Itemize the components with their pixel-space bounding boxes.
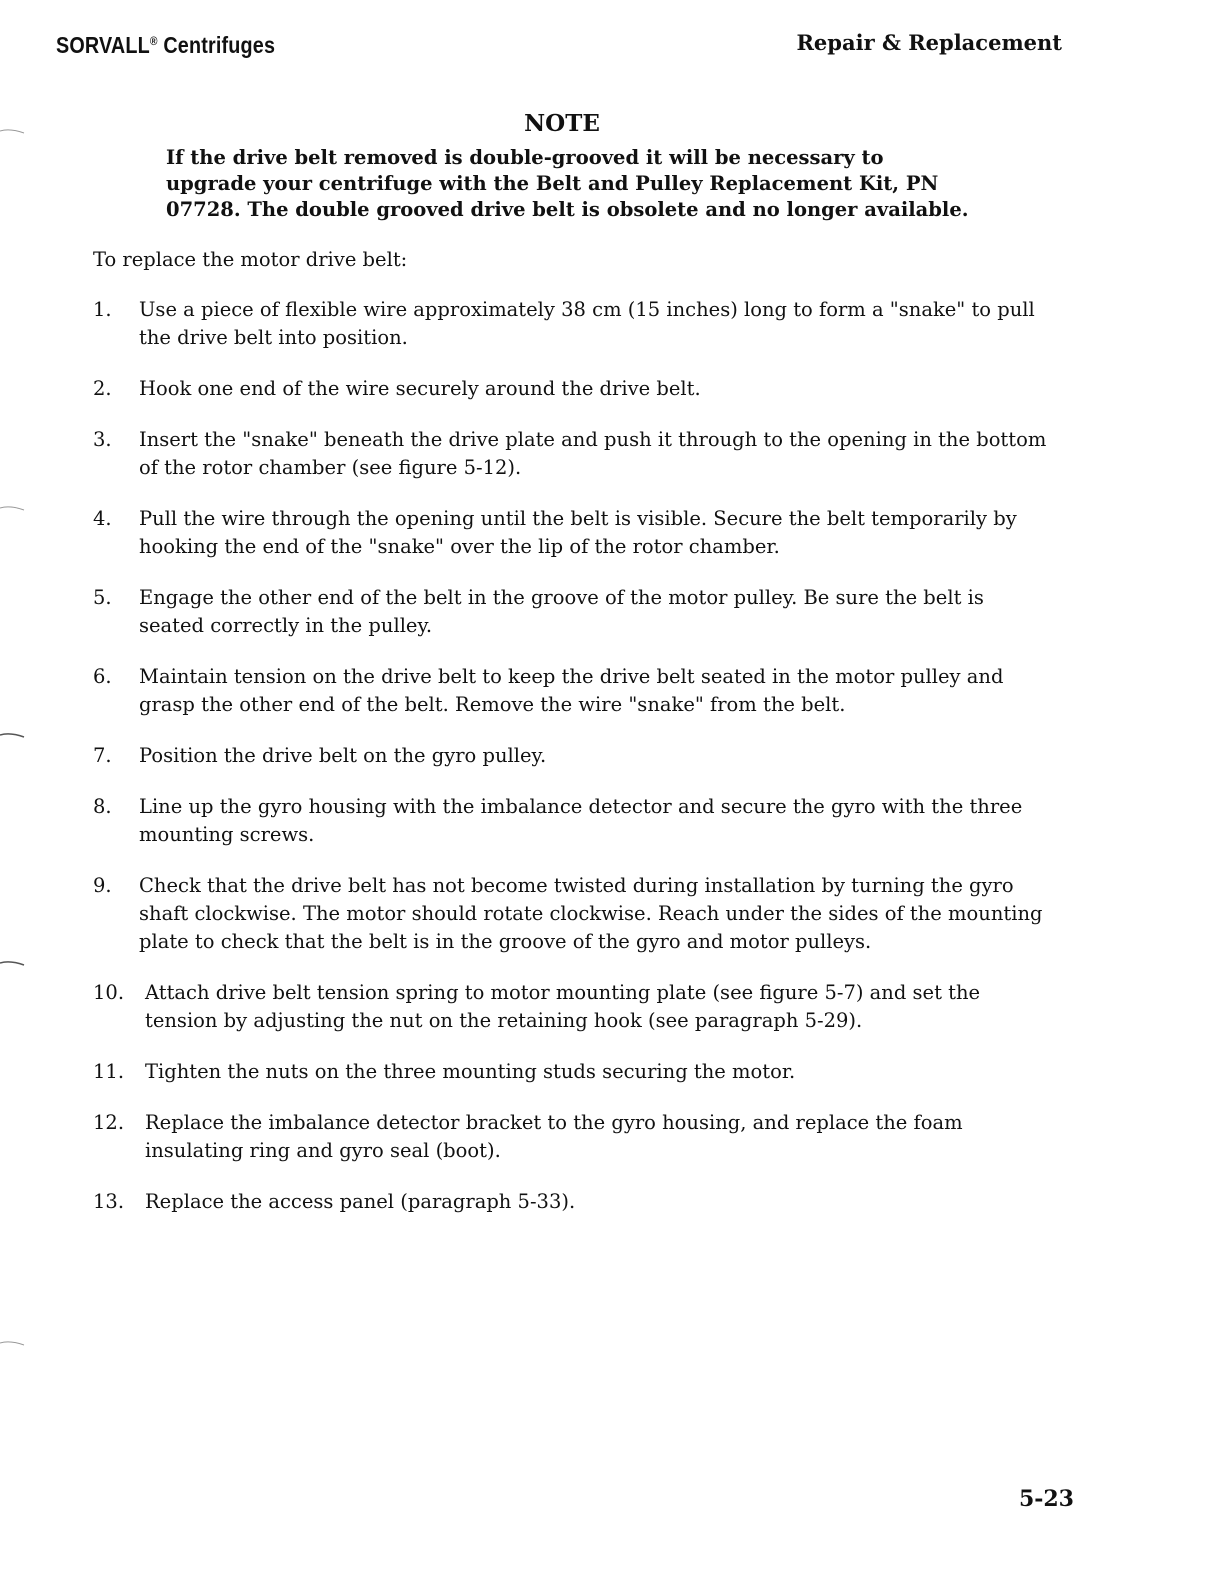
step-number: 5. xyxy=(93,586,112,609)
step-text: Tighten the nuts on the three mounting studs securing the motor. xyxy=(145,1060,796,1083)
step-text: Check that the drive belt has not become twisted during installation by turning the gyro shaft clockwise. The motor should rotate clockwise. Reach under the sides of the mounting plate to check that the belt is in the groove of the gyro and motor pulleys. xyxy=(139,874,1043,953)
list-item xyxy=(93,742,1053,770)
step-number: 13. xyxy=(93,1190,125,1213)
step-number: 12. xyxy=(93,1111,125,1134)
page-number: 5-23 xyxy=(1018,1486,1074,1512)
step-number: 11. xyxy=(93,1060,125,1083)
step-text: Replace the access panel (paragraph 5-33). xyxy=(145,1190,576,1213)
header-brand xyxy=(56,32,275,59)
list-item xyxy=(93,872,1053,956)
list-item xyxy=(93,1058,1053,1086)
binding-hole-mark xyxy=(0,128,26,134)
brand-suffix: Centrifuges xyxy=(157,32,276,58)
intro-text: To replace the motor drive belt: xyxy=(93,248,408,271)
step-list xyxy=(93,296,1053,1239)
step-number: 9. xyxy=(93,874,112,897)
step-text: Replace the imbalance detector bracket to the gyro housing, and replace the foam insulating ring and gyro seal (boot). xyxy=(145,1111,963,1162)
list-item xyxy=(93,1109,1053,1165)
list-item xyxy=(93,979,1053,1035)
binding-hole-mark xyxy=(0,732,26,738)
step-text: Line up the gyro housing with the imbalance detector and secure the gyro with the three mounting screws. xyxy=(139,795,1023,846)
list-item xyxy=(93,375,1053,403)
step-number: 4. xyxy=(93,507,112,530)
step-text: Attach drive belt tension spring to motor mounting plate (see figure 5-7) and set the tension by adjusting the nut on the retaining hook (see paragraph 5-29). xyxy=(145,981,981,1032)
binding-hole-mark xyxy=(0,1340,26,1346)
list-item xyxy=(93,584,1053,640)
list-item xyxy=(93,426,1053,482)
step-text: Engage the other end of the belt in the groove of the motor pulley. Be sure the belt is seated correctly in the pulley. xyxy=(139,586,984,637)
list-item xyxy=(93,296,1053,352)
list-item xyxy=(93,505,1053,561)
header-section: Repair & Replacement xyxy=(796,30,1062,55)
note-title: NOTE xyxy=(524,110,600,137)
list-item xyxy=(93,793,1053,849)
step-text: Position the drive belt on the gyro pulley. xyxy=(139,744,547,767)
step-number: 10. xyxy=(93,981,125,1004)
step-number: 6. xyxy=(93,665,112,688)
brand-name: SORVALL xyxy=(56,32,150,58)
step-text: Pull the wire through the opening until the belt is visible. Secure the belt temporarily by hooking the end of the "snake" over the lip of the rotor chamber. xyxy=(139,507,1017,558)
registered-mark: ® xyxy=(149,34,158,48)
step-number: 3. xyxy=(93,428,112,451)
step-number: 7. xyxy=(93,744,112,767)
step-number: 8. xyxy=(93,795,112,818)
step-text: Insert the "snake" beneath the drive plate and push it through to the opening in the bottom of the rotor chamber (see figure 5-12). xyxy=(139,428,1047,479)
step-text: Hook one end of the wire securely around the drive belt. xyxy=(139,377,701,400)
list-item xyxy=(93,663,1053,719)
list-item xyxy=(93,1188,1053,1216)
step-text: Maintain tension on the drive belt to keep the drive belt seated in the motor pulley and grasp the other end of the belt. Remove the wire "snake" from the belt. xyxy=(139,665,1004,716)
binding-hole-mark xyxy=(0,960,26,966)
step-number: 1. xyxy=(93,298,112,321)
step-number: 2. xyxy=(93,377,112,400)
binding-hole-mark xyxy=(0,505,26,511)
note-text: If the drive belt removed is double-grooved it will be necessary to upgrade your centrifuge with the Belt and Pulley Replacement Kit, PN 07728. The double grooved drive belt is obsolete and no longer available. xyxy=(166,146,969,221)
step-text: Use a piece of flexible wire approximately 38 cm (15 inches) long to form a "snake" to pull the drive belt into position. xyxy=(139,298,1035,349)
